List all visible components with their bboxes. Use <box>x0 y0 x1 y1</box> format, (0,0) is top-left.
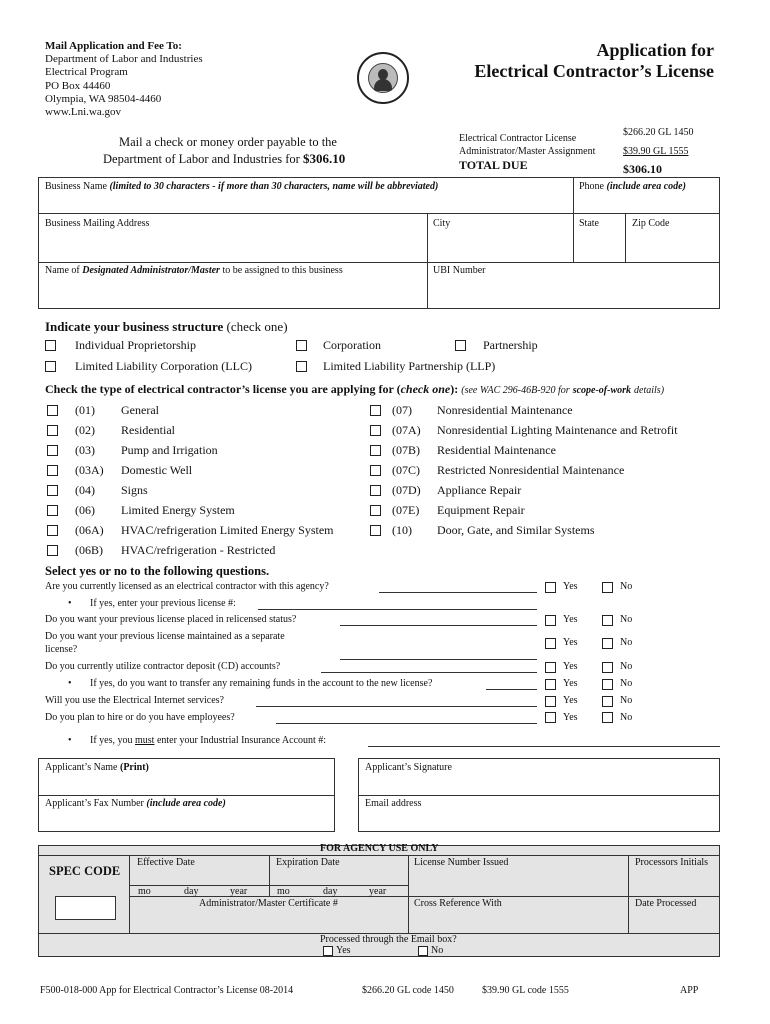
bullet-icon: • <box>68 735 72 746</box>
license-code: (03) <box>75 443 95 457</box>
structure-label: Limited Liability Corporation (LLC) <box>75 359 252 373</box>
expiration-day: day <box>323 886 338 897</box>
license-checkbox-06[interactable] <box>47 505 58 516</box>
admin-label-pre: Name of <box>45 265 80 276</box>
license-label: Pump and Irrigation <box>121 443 218 457</box>
yes-label: Yes <box>563 661 578 672</box>
email-box-no-checkbox[interactable] <box>418 946 428 956</box>
structure-label: Limited Liability Partnership (LLP) <box>323 359 496 373</box>
total-due-amount: $306.10 <box>623 162 662 176</box>
license-number-label: License Number Issued <box>414 857 509 868</box>
question-text: Do you want your previous license placed in relicensed status? <box>45 614 297 625</box>
payment-line1: Mail a check or money order payable to the <box>119 135 337 149</box>
applicant-signature-field[interactable]: Applicant’s Signature <box>365 762 452 773</box>
license-code: (07A) <box>392 423 421 437</box>
no-label: No <box>620 695 633 706</box>
q6-sub-post: enter your Industrial Insurance Account #: <box>156 735 327 746</box>
license-checkbox-07b[interactable] <box>370 445 381 456</box>
structure-heading-text: Indicate your business structure <box>45 319 224 334</box>
q5-answer-line[interactable] <box>256 706 537 707</box>
effective-day: day <box>184 886 199 897</box>
license-label: Equipment Repair <box>437 503 525 517</box>
q1-yes-checkbox[interactable] <box>545 582 556 593</box>
expiration-mo: mo <box>277 886 290 897</box>
applicant-name-label: Applicant’s Name <box>45 762 118 773</box>
structure-checkbox-partnership[interactable] <box>455 340 466 351</box>
license-label: Domestic Well <box>121 463 193 477</box>
license-label: General <box>121 403 159 417</box>
phone-field[interactable] <box>579 181 686 192</box>
question-text: Do you want your previous license maintained as a separate <box>45 631 285 642</box>
license-code: (06B) <box>75 543 103 557</box>
license-checkbox-07a[interactable] <box>370 425 381 436</box>
fee-license-label: Electrical Contractor License <box>459 133 577 144</box>
q6-answer-line[interactable] <box>276 723 537 724</box>
license-checkbox-01[interactable] <box>47 405 58 416</box>
question-text: license? <box>45 644 78 655</box>
expiration-year: year <box>369 886 387 897</box>
q2-no-checkbox[interactable] <box>602 615 613 626</box>
license-note-bold: scope-of-work <box>572 385 632 396</box>
question-text: Do you currently utilize contractor deposit (CD) accounts? <box>45 661 281 672</box>
structure-heading-note: (check one) <box>226 319 288 334</box>
structure-label: Partnership <box>483 338 538 352</box>
mail-to-line: Electrical Program <box>45 66 128 78</box>
license-label: Residential Maintenance <box>437 443 556 457</box>
industrial-insurance-prompt <box>90 735 326 746</box>
applicant-name-note: (Print) <box>119 762 149 773</box>
mailing-address-field[interactable]: Business Mailing Address <box>45 218 150 229</box>
applicant-fax-field[interactable] <box>45 798 226 809</box>
questions-heading: Select yes or no to the following questions. <box>45 564 270 578</box>
applicant-fax-note: (include area code) <box>146 798 226 809</box>
business-name-field[interactable] <box>45 181 438 192</box>
fee-license-amount: $266.20 GL 1450 <box>623 127 694 138</box>
yes-label: Yes <box>563 581 578 592</box>
license-type-heading <box>45 382 664 397</box>
no-label: No <box>620 678 633 689</box>
payment-amount: $306.10 <box>302 151 346 166</box>
license-checkbox-07c[interactable] <box>370 465 381 476</box>
applicant-fax-label: Applicant’s Fax Number <box>45 798 144 809</box>
q1-no-checkbox[interactable] <box>602 582 613 593</box>
spec-code-label: SPEC CODE <box>49 864 121 878</box>
license-code: (03A) <box>75 463 104 477</box>
agency-use-title: FOR AGENCY USE ONLY <box>320 843 439 854</box>
structure-label: Individual Proprietorship <box>75 338 196 352</box>
license-label: HVAC/refrigeration - Restricted <box>121 543 276 557</box>
license-heading-post: ): <box>450 382 459 396</box>
business-name-label: Business Name <box>45 181 107 192</box>
state-seal-logo <box>357 52 409 104</box>
license-code: (07E) <box>392 503 420 517</box>
license-checkbox-03a[interactable] <box>47 465 58 476</box>
zip-code-field[interactable]: Zip Code <box>632 218 670 229</box>
license-label: Residential <box>121 423 175 437</box>
industrial-insurance-input[interactable] <box>368 746 720 747</box>
license-label: Nonresidential Maintenance <box>437 403 573 417</box>
q1-answer-line[interactable] <box>379 592 537 593</box>
effective-date-label: Effective Date <box>137 857 195 868</box>
license-code: (06A) <box>75 523 104 537</box>
q3-no-checkbox[interactable] <box>602 638 613 649</box>
license-checkbox-04[interactable] <box>47 485 58 496</box>
expiration-date-label: Expiration Date <box>276 857 340 868</box>
question-text: If yes, enter your previous license #: <box>90 598 236 609</box>
bullet-icon: • <box>68 678 72 689</box>
license-checkbox-06b[interactable] <box>47 545 58 556</box>
q4-sub-no-checkbox[interactable] <box>602 679 613 690</box>
business-name-note: (limited to 30 characters - if more than 30 characters, name will be abbreviated) <box>109 181 439 192</box>
mail-to-line: Olympia, WA 98504-4460 <box>45 93 162 105</box>
admin-label-em: Designated Administrator/Master <box>82 265 220 276</box>
mail-to-line: Department of Labor and Industries <box>45 53 203 65</box>
license-checkbox-03[interactable] <box>47 445 58 456</box>
payment-line2-text: Department of Labor and Industries for <box>103 152 300 166</box>
admin-label-post: to be assigned to this business <box>222 265 343 276</box>
effective-year: year <box>230 886 248 897</box>
no-label: No <box>620 614 633 625</box>
q6-no-checkbox[interactable] <box>602 712 613 723</box>
q5-no-checkbox[interactable] <box>602 696 613 707</box>
license-note-pre: (see WAC 296-46B-920 for <box>461 385 570 396</box>
q2-yes-checkbox[interactable] <box>545 615 556 626</box>
footer-fee2: $39.90 GL code 1555 <box>482 985 569 996</box>
structure-label: Corporation <box>323 338 381 352</box>
structure-checkbox-sole-prop[interactable] <box>45 340 56 351</box>
license-label: HVAC/refrigeration Limited Energy System <box>121 523 334 537</box>
license-code: (07D) <box>392 483 421 497</box>
license-label: Appliance Repair <box>437 483 522 497</box>
license-code: (02) <box>75 423 95 437</box>
email-address-field[interactable]: Email address <box>365 798 422 809</box>
license-code: (06) <box>75 503 95 517</box>
license-checkbox-10[interactable] <box>370 525 381 536</box>
q4-sub-answer-line[interactable] <box>486 689 537 690</box>
q6-sub-must: must <box>135 735 155 746</box>
q4-answer-line[interactable] <box>321 672 537 673</box>
q6-yes-checkbox[interactable] <box>545 712 556 723</box>
license-heading-em: check one <box>400 382 451 396</box>
city-field[interactable]: City <box>433 218 451 229</box>
admin-certificate-label: Administrator/Master Certificate # <box>199 898 338 909</box>
yes-label: Yes <box>563 678 578 689</box>
designated-administrator-field[interactable] <box>45 265 343 276</box>
license-checkbox-07d[interactable] <box>370 485 381 496</box>
previous-license-input[interactable] <box>258 609 537 610</box>
q6-sub-pre: If yes, you <box>90 735 133 746</box>
fee-admin-amount: $39.90 GL 1555 <box>623 146 689 157</box>
no-label: No <box>620 581 633 592</box>
applicant-name-field[interactable] <box>45 762 149 773</box>
phone-label: Phone <box>579 181 604 192</box>
email-box-question: Processed through the Email box? <box>320 934 457 945</box>
license-label: Nonresidential Lighting Maintenance and Retrofit <box>437 423 678 437</box>
license-code: (07C) <box>392 463 420 477</box>
effective-mo: mo <box>138 886 151 897</box>
footer-fee1: $266.20 GL code 1450 <box>362 985 454 996</box>
license-checkbox-06a[interactable] <box>47 525 58 536</box>
license-checkbox-07[interactable] <box>370 405 381 416</box>
state-field[interactable]: State <box>579 218 599 229</box>
no-label: No <box>620 712 633 723</box>
business-structure-heading <box>45 319 288 335</box>
structure-checkbox-corporation[interactable] <box>296 340 307 351</box>
email-box-yes-label: Yes <box>336 945 351 956</box>
email-box-yes-checkbox[interactable] <box>323 946 333 956</box>
question-text: Are you currently licensed as an electrical contractor with this agency? <box>45 581 329 592</box>
payment-line2 <box>103 151 345 167</box>
business-info-table <box>38 177 720 309</box>
license-checkbox-07e[interactable] <box>370 505 381 516</box>
mail-to-line: PO Box 44460 <box>45 80 111 92</box>
yes-label: Yes <box>563 695 578 706</box>
q4-yes-checkbox[interactable] <box>545 662 556 673</box>
license-code: (10) <box>392 523 412 537</box>
cross-reference-label: Cross Reference With <box>414 898 502 909</box>
question-text: Will you use the Electrical Internet services? <box>45 695 224 706</box>
license-label: Restricted Nonresidential Maintenance <box>437 463 625 477</box>
q3-yes-checkbox[interactable] <box>545 638 556 649</box>
license-code: (07) <box>392 403 412 417</box>
ubi-number-field[interactable]: UBI Number <box>433 265 486 276</box>
footer-app-code: APP <box>680 985 699 996</box>
q3-answer-line[interactable] <box>340 659 537 660</box>
yes-label: Yes <box>563 614 578 625</box>
mail-to-website: www.Lni.wa.gov <box>45 106 121 118</box>
no-label: No <box>620 637 633 648</box>
license-code: (04) <box>75 483 95 497</box>
q5-yes-checkbox[interactable] <box>545 696 556 707</box>
license-code: (01) <box>75 403 95 417</box>
structure-checkbox-llp[interactable] <box>296 361 307 372</box>
title-line2: Electrical Contractor’s License <box>474 61 714 81</box>
q4-no-checkbox[interactable] <box>602 662 613 673</box>
no-label: No <box>620 661 633 672</box>
license-code: (07B) <box>392 443 420 457</box>
fee-admin-label: Administrator/Master Assignment <box>459 146 596 157</box>
structure-checkbox-llc[interactable] <box>45 361 56 372</box>
spec-code-input[interactable] <box>55 896 116 920</box>
total-due-label: TOTAL DUE <box>459 158 528 172</box>
license-label: Signs <box>121 483 148 497</box>
yes-label: Yes <box>563 712 578 723</box>
license-label: Limited Energy System <box>121 503 235 517</box>
license-note-post: details) <box>634 385 665 396</box>
license-checkbox-02[interactable] <box>47 425 58 436</box>
email-box-no-label: No <box>431 945 444 956</box>
bullet-icon: • <box>68 598 72 609</box>
phone-note: (include area code) <box>606 181 686 192</box>
question-text: Do you plan to hire or do you have employees? <box>45 712 235 723</box>
question-text: If yes, do you want to transfer any remaining funds in the account to the new license? <box>90 678 433 689</box>
date-processed-label: Date Processed <box>635 898 697 909</box>
yes-label: Yes <box>563 637 578 648</box>
mail-to-heading: Mail Application and Fee To: <box>45 40 182 52</box>
q4-sub-yes-checkbox[interactable] <box>545 679 556 690</box>
license-label: Door, Gate, and Similar Systems <box>437 523 595 537</box>
license-heading-pre: Check the type of electrical contractor’s license you are applying for ( <box>45 382 401 396</box>
title-line1: Application for <box>596 40 714 60</box>
processors-initials-label: Processors Initials <box>635 857 709 868</box>
form-id: F500-018-000 App for Electrical Contractor’s License 08-2014 <box>40 985 294 996</box>
q2-answer-line[interactable] <box>340 625 537 626</box>
